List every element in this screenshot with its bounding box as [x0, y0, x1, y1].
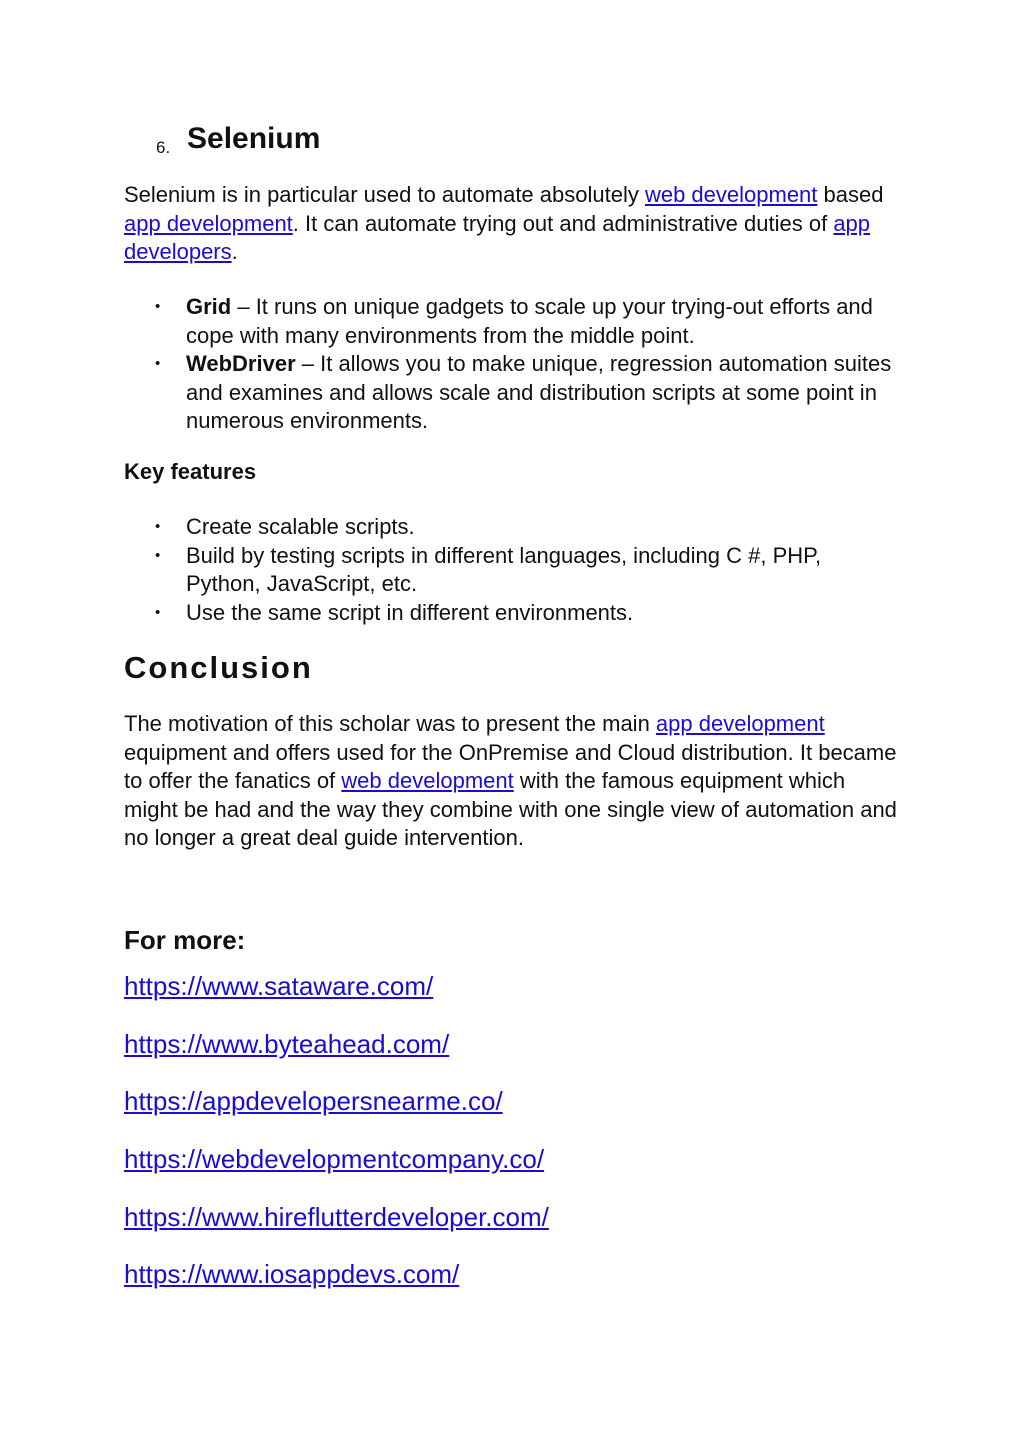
list-item	[124, 513, 899, 542]
intro-text-3: . It can automate trying out and administrative duties of	[292, 210, 834, 236]
list-item	[124, 1027, 549, 1085]
app-developers-link[interactable]: app developers	[124, 210, 871, 264]
conclusion-heading: Conclusion	[124, 650, 313, 685]
web-development-link[interactable]: web development	[341, 768, 514, 793]
list-item	[124, 969, 549, 1027]
list-item	[124, 1142, 549, 1200]
list-item	[124, 1257, 549, 1315]
selenium-intro-paragraph	[124, 181, 899, 267]
feature-text: Use the same script in different environments.	[186, 599, 634, 625]
list-item	[124, 350, 899, 436]
reference-link[interactable]: https://www.iosappdevs.com/	[124, 1259, 460, 1290]
reference-link[interactable]: https://www.byteahead.com/	[124, 1028, 450, 1059]
web-development-link[interactable]: web development	[644, 182, 818, 207]
list-item	[124, 1200, 549, 1258]
list-item	[124, 599, 899, 628]
list-item	[124, 293, 899, 350]
conclusion-text-3: with the famous equipment which might be had and the way they combine with one single view of automation and no longer a great deal guide intervention.	[124, 768, 897, 850]
intro-text-1: Selenium is in particular used to automate absolutely	[124, 182, 645, 207]
bullet-icon: •	[155, 355, 161, 372]
component-description: – It runs on unique gadgets to scale up your trying-out efforts and cope with many environments from the middle point.	[186, 294, 873, 348]
list-item	[124, 1084, 549, 1142]
reference-link[interactable]: https://www.sataware.com/	[124, 971, 434, 1001]
reference-link[interactable]: https://appdevelopersnearme.co/	[124, 1086, 503, 1117]
key-features-list	[124, 513, 899, 627]
list-item	[124, 542, 899, 599]
app-development-link[interactable]: app development	[655, 711, 825, 736]
feature-text: Build by testing scripts in different languages, including C #, PHP, Python, JavaScript, etc.	[186, 542, 822, 596]
reference-link[interactable]: https://www.hireflutterdeveloper.com/	[124, 1201, 549, 1232]
reference-links-list	[124, 969, 549, 1315]
app-development-link[interactable]: app development	[124, 210, 293, 236]
bullet-icon: •	[155, 518, 161, 535]
conclusion-text-1: The motivation of this scholar was to present the main	[124, 711, 656, 736]
component-label: WebDriver	[186, 351, 296, 376]
component-description: – It allows you to make unique, regression automation suites and examines and allows scale and distribution scripts at some point in numerous environments.	[186, 351, 892, 433]
for-more-heading: For more:	[124, 925, 246, 955]
selenium-components-list	[124, 293, 899, 436]
reference-link[interactable]: https://webdevelopmentcompany.co/	[124, 1144, 545, 1175]
bullet-icon: •	[155, 603, 161, 621]
conclusion-text-2: equipment and offers used for the OnPremise and Cloud distribution. It became to offer the fanatics of	[124, 739, 897, 793]
feature-text: Create scalable scripts.	[186, 514, 415, 539]
section-number: 6.	[156, 138, 171, 157]
key-features-heading: Key features	[124, 459, 257, 484]
component-label: Grid	[186, 294, 232, 319]
intro-text-4: .	[231, 239, 238, 264]
conclusion-paragraph	[124, 710, 899, 853]
bullet-icon: •	[155, 298, 161, 315]
intro-text-2: based	[817, 182, 884, 207]
section-title: Selenium	[187, 122, 321, 155]
bullet-icon: •	[155, 546, 161, 564]
